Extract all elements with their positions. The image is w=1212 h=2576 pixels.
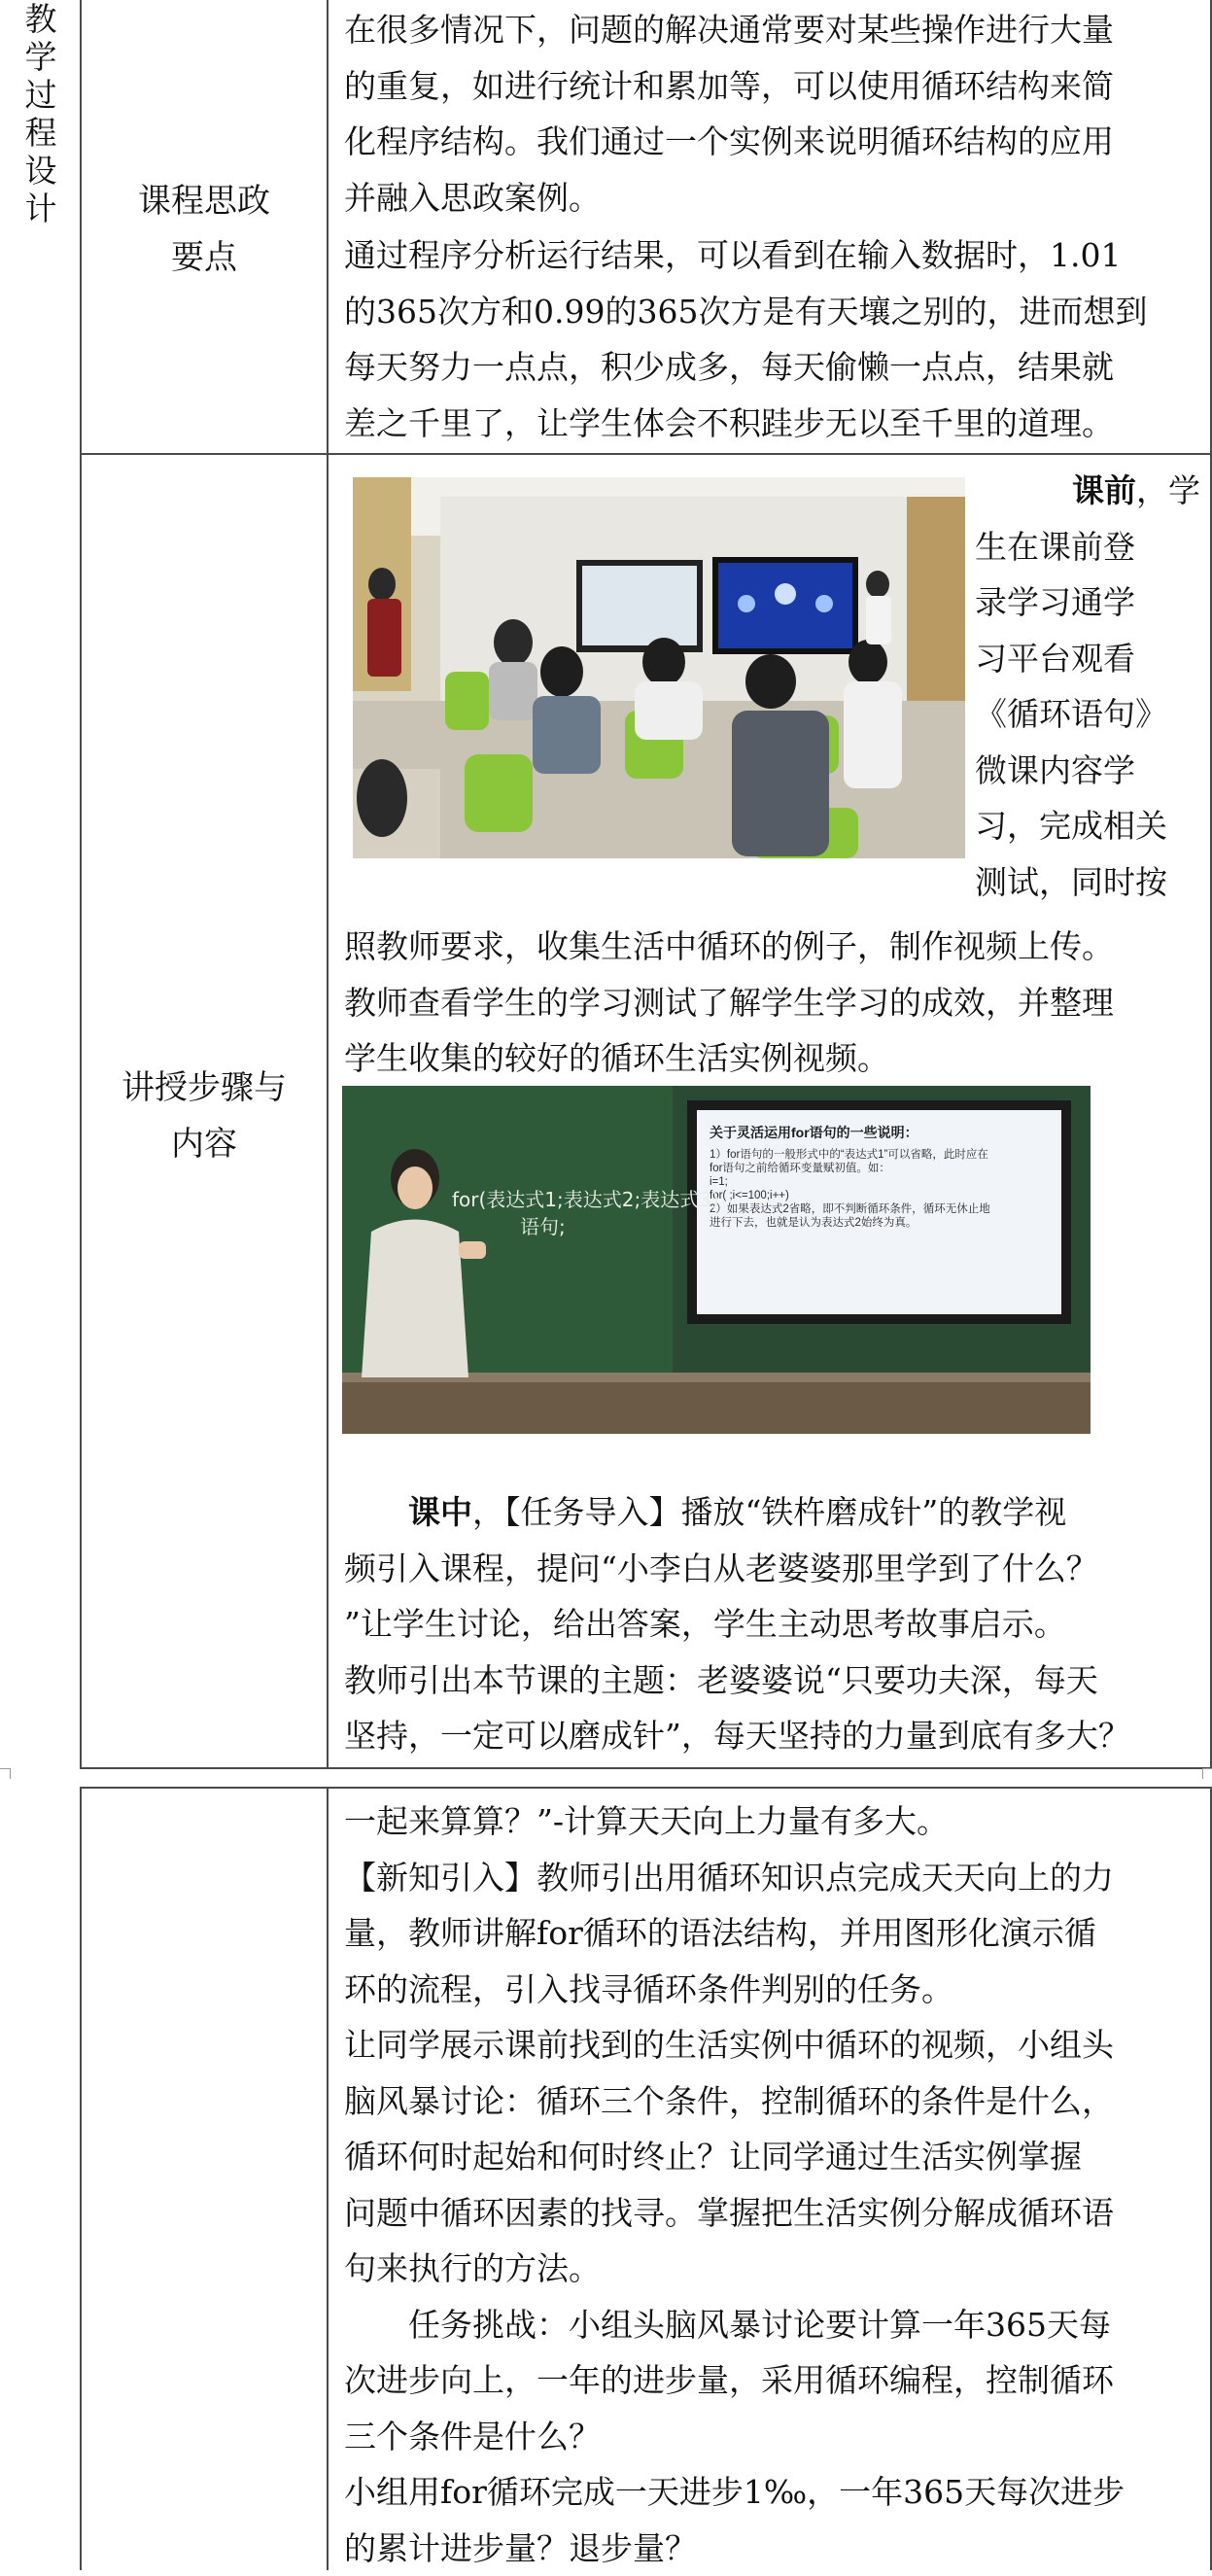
text-line: 微课内容学: [975, 743, 1200, 799]
text-fragment: ，学: [1136, 471, 1200, 509]
text-line: 问题中循环因素的找寻。掌握把生活实例分解成循环语: [344, 2185, 1199, 2242]
side-label-char: 程: [21, 114, 60, 152]
text-line: [975, 463, 1200, 519]
text-line: 循环何时起始和何时终止？让同学通过生活实例掌握: [344, 2129, 1199, 2185]
text-line: 在很多情况下，问题的解决通常要对某些操作进行大量: [344, 2, 1199, 58]
text-line: 每天努力一点点，积少成多，每天偷懒一点点，结果就: [344, 339, 1199, 396]
text-line: 脑风暴讨论：循环三个条件，控制循环的条件是什么，: [344, 2073, 1199, 2130]
text-line: 教师查看学生的学习测试了解学生学习的成效，并整理: [344, 975, 1199, 1031]
side-label-char: 过: [21, 76, 60, 114]
side-label-char: 学: [21, 38, 60, 76]
classroom-photo: [353, 477, 965, 858]
text-line: 小组用for循环完成一天进步1‰，一年365天每次进步: [344, 2464, 1199, 2521]
slide-line: 进行下去，也就是认为表达式2始终为真。: [710, 1216, 990, 1230]
side-label: [21, 0, 60, 227]
row-label-steps: [82, 1060, 327, 1172]
chalk-line: for(表达式1;表达式2;表达式3): [452, 1186, 719, 1213]
text-line: 化程序结构。我们通过一个实例来说明循环结构的应用: [344, 114, 1199, 170]
text-fragment: ，【任务导入】播放“铁杵磨成针”的教学视: [472, 1493, 1066, 1531]
text-line: 频引入课程，提问“小李白从老婆婆那里学到了什么？: [344, 1541, 1199, 1597]
slide-title: 关于灵活运用for语句的一些说明：: [710, 1123, 918, 1142]
slide-line: for语句之前给循环变量赋初值。如：: [710, 1162, 990, 1175]
text-line: 【新知引入】教师引出用循环知识点完成天天向上的力: [344, 1850, 1199, 1906]
row-divider: [80, 453, 1212, 455]
text-line: 《循环语句》: [975, 686, 1200, 743]
text-line: 通过程序分析运行结果，可以看到在输入数据时，1.01: [344, 227, 1199, 284]
text-line: 测试，同时按: [975, 854, 1200, 911]
side-label-char: 教: [21, 0, 60, 38]
before-class-paragraph: [344, 919, 1199, 1087]
text-line: 一起来算算？”-计算天天向上力量有多大。: [344, 1793, 1199, 1850]
chalk-line: 语句;: [452, 1213, 719, 1240]
chalk-writing: [452, 1186, 719, 1240]
table2-column-divider: [327, 1787, 329, 2570]
text-line: 习，完成相关: [975, 798, 1200, 854]
text-line: 教师引出本节课的主题：老婆婆说“只要功夫深，每天: [344, 1653, 1199, 1709]
ideology-paragraph-1: [344, 2, 1199, 226]
text-line: 录学习通学: [975, 574, 1200, 631]
side-label-char: 设: [21, 152, 60, 190]
table-bottom-border: [80, 1767, 1212, 1769]
page-break-mark-left: [0, 1768, 11, 1779]
text-line: 的重复，如进行统计和累加等，可以使用循环结构来简: [344, 58, 1199, 115]
text-line: 的365次方和0.99的365次方是有天壤之别的，进而想到: [344, 284, 1199, 340]
slide-line: 2）如果表达式2省略，即不判断循环条件，循环无休止地: [710, 1202, 990, 1216]
row-label-line: 课程思政: [82, 173, 327, 229]
before-class-label: 课前: [1072, 471, 1136, 509]
text-line: [344, 1484, 1199, 1541]
text-line: 三个条件是什么？: [344, 2409, 1199, 2465]
row-label-line: 讲授步骤与: [82, 1060, 327, 1116]
text-line: 句来执行的方法。: [344, 2241, 1199, 2297]
text-line: 量，教师讲解for循环的语法结构，并用图形化演示循: [344, 1905, 1199, 1962]
during-class-paragraph: [344, 1484, 1199, 1764]
row-label-line: 内容: [82, 1116, 327, 1172]
text-line: 照教师要求，收集生活中循环的例子，制作视频上传。: [344, 919, 1199, 975]
text-line: ”让学生讨论，给出答案，学生主动思考故事启示。: [344, 1596, 1199, 1653]
text-line: 任务挑战：小组头脑风暴讨论要计算一年365天每: [344, 2297, 1199, 2353]
table2-top-border: [80, 1787, 1212, 1789]
text-line: 习平台观看: [975, 631, 1200, 687]
text-line: 坚持，一定可以磨成针”，每天坚持的力量到底有多大？: [344, 1708, 1199, 1764]
text-line: 学生收集的较好的循环生活实例视频。: [344, 1030, 1199, 1087]
table-column-divider: [327, 0, 329, 1769]
text-line: 生在课前登: [975, 519, 1200, 575]
side-label-char: 计: [21, 190, 60, 227]
text-line: 并融入思政案例。: [344, 170, 1199, 226]
text-line: 环的流程，引入找寻循环条件判别的任务。: [344, 1962, 1199, 2018]
text-line: 差之千里了，让学生体会不积跬步无以至千里的道理。: [344, 396, 1199, 452]
ideology-paragraph-2: [344, 227, 1199, 451]
text-line: 让同学展示课前找到的生活实例中循环的视频，小组头: [344, 2017, 1199, 2073]
row-label-ideology: [82, 173, 327, 286]
during-class-label: 课中: [408, 1493, 472, 1531]
text-line: 的累计进步量？退步量？: [344, 2521, 1199, 2576]
row-label-line: 要点: [82, 229, 327, 286]
slide-line: for( ;i<=100;i++): [710, 1189, 990, 1202]
before-class-side-text: [975, 463, 1200, 910]
table2-left-border: [80, 1787, 82, 2570]
slide-body: [710, 1148, 990, 1230]
text-line: 次进步向上，一年的进步量，采用循环编程，控制循环: [344, 2352, 1199, 2409]
slide-line: i=1;: [710, 1175, 990, 1189]
slide-line: 1）for语句的一般形式中的“表达式1”可以省略，此时应在: [710, 1148, 990, 1162]
continued-paragraph: [344, 1793, 1199, 2576]
page-break-mark-right: [1202, 1768, 1212, 1779]
